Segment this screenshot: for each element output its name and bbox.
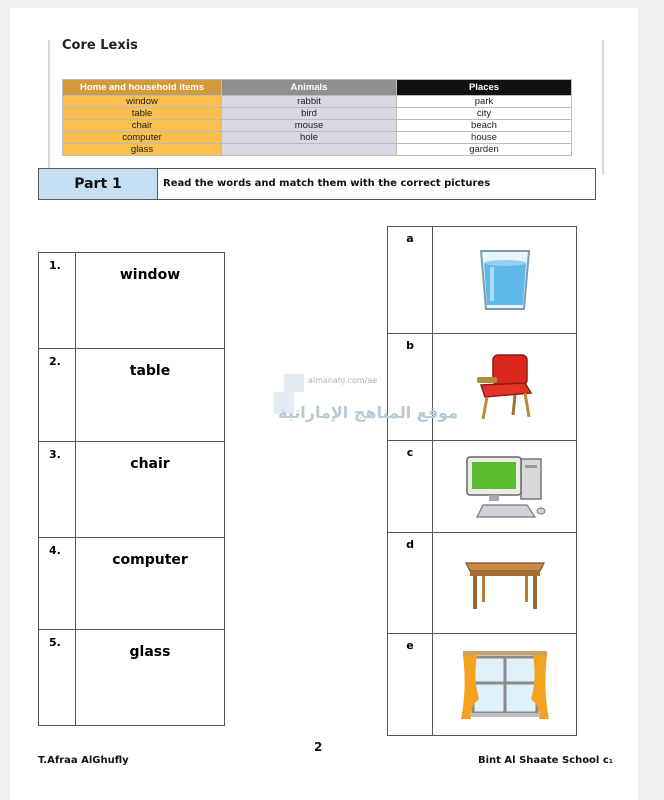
watermark-url: almanahj.com/ae [308, 376, 378, 385]
word-number: 3. [39, 442, 76, 538]
footer-author: T.Afraa AlGhufly [38, 755, 129, 766]
frame-right-line [602, 40, 604, 175]
page-title: Core Lexis [62, 38, 138, 53]
window-icon [459, 649, 551, 721]
computer-icon [463, 455, 547, 519]
lexis-row [63, 132, 572, 144]
word-row [39, 538, 225, 630]
word-label: chair [76, 442, 225, 538]
lexis-cell: garden [397, 144, 572, 156]
lexis-header-places: Places [397, 80, 572, 96]
picture-row [388, 334, 577, 441]
pictures-table [387, 226, 577, 736]
lexis-cell: hole [222, 132, 397, 144]
lexis-header-home: Home and household items [63, 80, 222, 96]
picture-letter: c [388, 441, 433, 533]
word-row [39, 349, 225, 442]
picture-letter: e [388, 634, 433, 736]
lexis-row [63, 96, 572, 108]
picture-letter: d [388, 533, 433, 634]
word-number: 5. [39, 630, 76, 726]
lexis-cell: rabbit [222, 96, 397, 108]
footer-school: Bint Al Shaate School c₁ [478, 755, 614, 766]
word-label: computer [76, 538, 225, 630]
word-number: 2. [39, 349, 76, 442]
word-number: 1. [39, 253, 76, 349]
lexis-header-animals: Animals [222, 80, 397, 96]
lexis-cell: park [397, 96, 572, 108]
picture-row [388, 227, 577, 334]
lexis-cell: computer [63, 132, 222, 144]
worksheet-page [10, 8, 638, 800]
word-label: window [76, 253, 225, 349]
lexis-row [63, 120, 572, 132]
word-row [39, 442, 225, 538]
core-lexis-table [62, 79, 572, 156]
word-row [39, 253, 225, 349]
lexis-cell [222, 144, 397, 156]
word-row [39, 630, 225, 726]
lexis-cell: house [397, 132, 572, 144]
page-number: 2 [314, 740, 323, 754]
lexis-cell: window [63, 96, 222, 108]
picture-letter: b [388, 334, 433, 441]
lexis-cell: table [63, 108, 222, 120]
part-instruction: Read the words and match them with the correct pictures [163, 178, 491, 189]
chair-icon [475, 353, 535, 421]
lexis-cell: bird [222, 108, 397, 120]
lexis-row [63, 144, 572, 156]
lexis-header-row [63, 80, 572, 96]
picture-row [388, 441, 577, 533]
lexis-cell: city [397, 108, 572, 120]
picture-letter: a [388, 227, 433, 334]
picture-row [388, 533, 577, 634]
picture-row [388, 634, 577, 736]
frame-left-line [48, 40, 50, 175]
lexis-cell: chair [63, 120, 222, 132]
part-label: Part 1 [39, 169, 158, 199]
lexis-cell: beach [397, 120, 572, 132]
glass-icon [477, 247, 533, 313]
lexis-cell: mouse [222, 120, 397, 132]
lexis-cell: glass [63, 144, 222, 156]
watermark-arabic: موقع المناهج الإماراتية [278, 403, 459, 422]
part-header [38, 168, 596, 200]
lexis-row [63, 108, 572, 120]
words-table [38, 252, 225, 726]
word-label: glass [76, 630, 225, 726]
word-label: table [76, 349, 225, 442]
table-icon [462, 555, 548, 611]
word-number: 4. [39, 538, 76, 630]
